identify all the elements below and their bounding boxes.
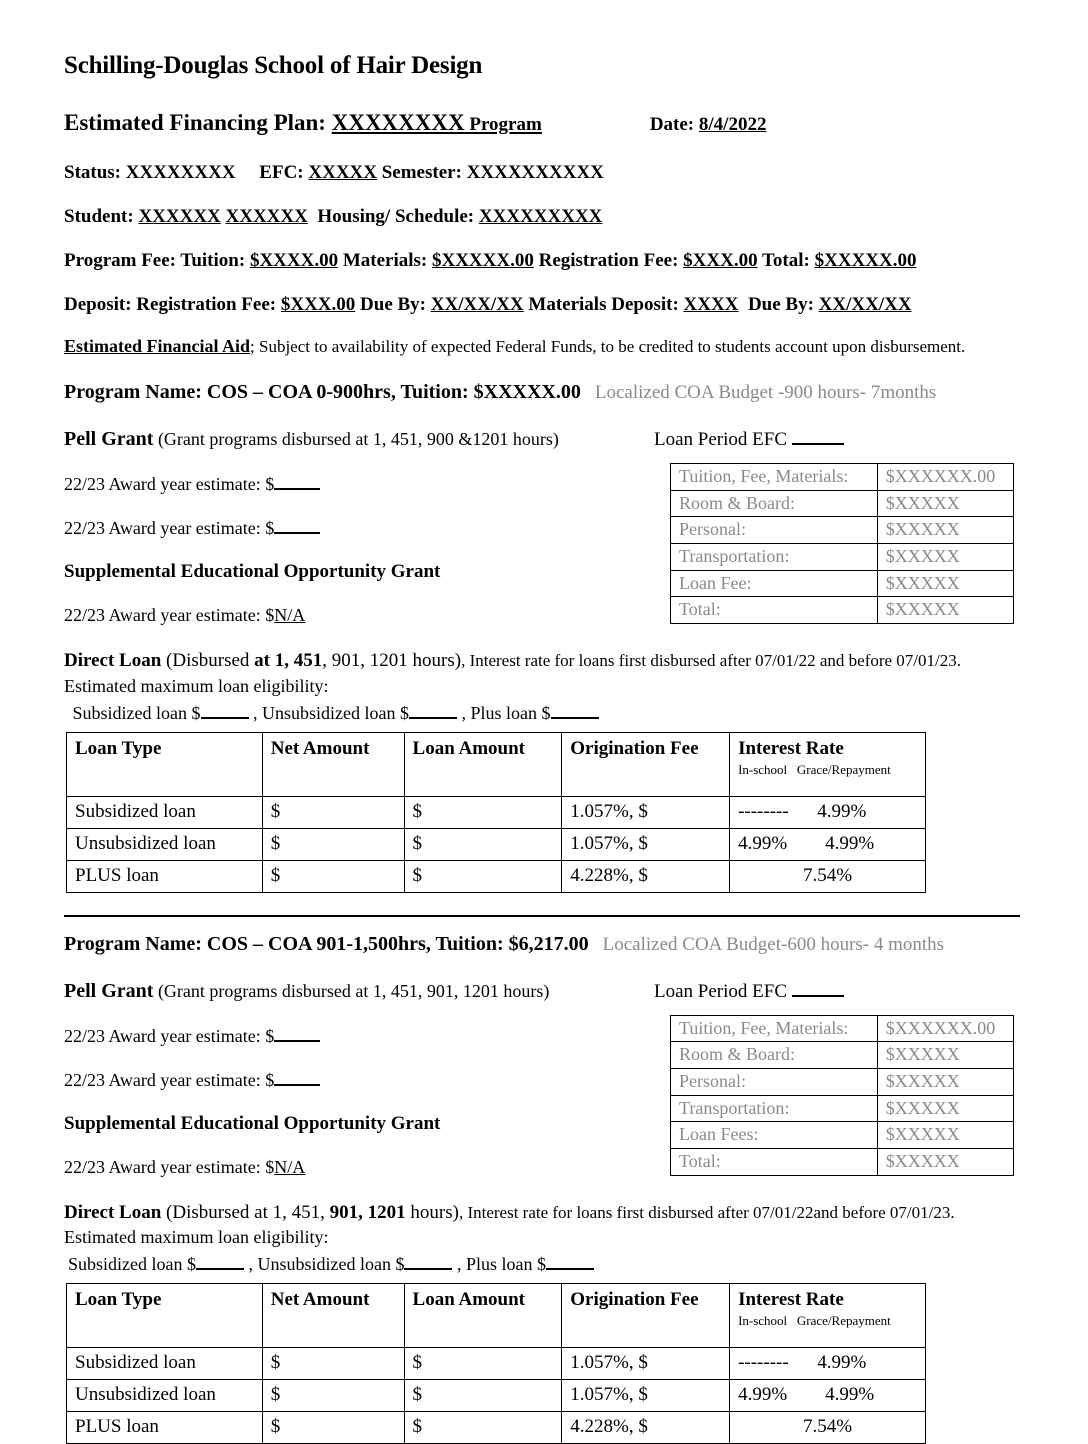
- program-header-2: [64, 933, 1024, 956]
- housing-value: XXXXXXXXX: [478, 206, 603, 227]
- interest-rate-cell: [730, 796, 926, 828]
- estimated-aid-note: [64, 336, 1024, 357]
- materials-deposit-label: Materials Deposit:: [528, 294, 684, 315]
- grace-repayment-label: Grace/Repayment: [796, 1313, 891, 1329]
- direct-loan-disbursed-rest-1: , 901, 1201 hours): [322, 650, 462, 671]
- table-row: [671, 544, 1014, 571]
- origination-fee-cell: 1.057%, $: [562, 1380, 730, 1412]
- loan-table-2: [66, 1283, 926, 1444]
- registration-fee-label: Registration Fee:: [538, 250, 684, 271]
- loan-eligibility-label-1: Estimated maximum loan eligibility:: [64, 675, 329, 696]
- seog-award-label-2: 22/23 Award year estimate: $: [64, 1156, 275, 1177]
- materials-due-value: XX/XX/XX: [818, 294, 912, 315]
- grants-and-coa-1: [64, 428, 1024, 626]
- unsubsidized-loan-label-1: , Unsubsidized loan $: [248, 702, 409, 723]
- pell-award-blank-2b[interactable]: [274, 1069, 320, 1086]
- in-school-label: In-school: [738, 761, 788, 777]
- coa-label: Tuition, Fee, Materials:: [671, 1015, 878, 1042]
- coa-label: Room & Board:: [671, 1042, 878, 1069]
- table-row: [671, 570, 1014, 597]
- loan-amount-cell[interactable]: $: [404, 1412, 562, 1444]
- meta-gap: [236, 162, 260, 183]
- loan-period-efc-label-2: Loan Period EFC: [654, 980, 792, 1002]
- coa-column-1: [654, 428, 1014, 624]
- table-row: [67, 828, 926, 860]
- coa-label: Transportation:: [671, 1095, 878, 1122]
- semester-value: XXXXXXXXXX: [466, 162, 604, 183]
- total-value: $XXXXX.00: [814, 250, 917, 271]
- direct-loan-disbursed-bold-1: at 1, 451: [254, 650, 323, 671]
- pell-grant-line-2: [64, 980, 664, 1003]
- loan-type-cell: Subsidized loan: [67, 796, 263, 828]
- coa-value: $XXXXX: [877, 1095, 1013, 1122]
- coa-column-2: [654, 980, 1014, 1176]
- interest-rate-cell: [730, 1348, 926, 1380]
- coa-label: Loan Fee:: [671, 570, 878, 597]
- table-row: [67, 1380, 926, 1412]
- pell-award-blank-2a[interactable]: [274, 1025, 320, 1042]
- total-label: Total:: [762, 250, 815, 271]
- program-section-1: [64, 381, 1024, 917]
- coa-value: $XXXXX: [877, 1042, 1013, 1069]
- pell-award-line-1a: [64, 473, 664, 495]
- net-amount-cell[interactable]: $: [262, 860, 404, 892]
- subheader-gap: [787, 1313, 797, 1328]
- coa-value: $XXXXX: [877, 1149, 1013, 1176]
- rate-gap: [787, 1384, 825, 1405]
- grace-rate: 4.99%: [817, 1352, 867, 1374]
- student-label: Student:: [64, 206, 139, 227]
- date-label: Date:: [649, 114, 699, 135]
- in-school-rate: --------: [738, 1352, 789, 1374]
- coa-label: Room & Board:: [671, 490, 878, 517]
- loan-period-efc-blank-1[interactable]: [792, 428, 844, 445]
- coa-value: $XXXXX: [877, 597, 1013, 624]
- pell-award-label-2b: 22/23 Award year estimate: $: [64, 1069, 275, 1090]
- registration-fee-value: $XXX.00: [683, 250, 758, 271]
- grace-rate: 4.99%: [825, 1384, 875, 1406]
- loan-period-efc-label-1: Loan Period EFC: [654, 429, 792, 450]
- rate-gap: [789, 801, 818, 822]
- program-name-2: Program Name: COS – COA 901-1,500hrs, Tuition: $6,217.00: [64, 932, 589, 955]
- plus-loan-label-1: , Plus loan $: [456, 702, 551, 723]
- pell-award-label-1b: 22/23 Award year estimate: $: [64, 518, 275, 538]
- direct-loan-disbursed-bold-2: 901, 1201: [329, 1201, 406, 1223]
- plus-loan-label-2: , Plus loan $: [452, 1254, 546, 1275]
- in-school-label: In-school: [738, 1313, 788, 1329]
- interest-rate-title: Interest Rate: [738, 1289, 844, 1311]
- column-header-loan-amount: Loan Amount: [404, 1284, 562, 1348]
- program-fee-line: [64, 250, 1024, 272]
- interest-rate-subheaders: [738, 1313, 917, 1329]
- column-header-loan-type: Loan Type: [67, 1284, 263, 1348]
- seog-award-value-1: N/A: [274, 605, 306, 625]
- pell-award-blank-1a[interactable]: [274, 473, 320, 490]
- in-school-rate: --------: [738, 800, 789, 822]
- column-header-origination-fee: Origination Fee: [562, 732, 730, 796]
- table-row: [67, 1412, 926, 1444]
- rate-gap: [789, 1352, 818, 1373]
- seog-heading-2: Supplemental Educational Opportunity Grant: [64, 1112, 441, 1134]
- program-section-2: [64, 933, 1024, 1444]
- in-school-rate: 4.99%: [738, 1384, 788, 1406]
- coa-value: $XXXXXX.00: [877, 1015, 1013, 1042]
- coa-label: Total:: [671, 597, 878, 624]
- loan-type-cell: Unsubsidized loan: [67, 828, 263, 860]
- origination-fee-cell: 1.057%, $: [562, 796, 730, 828]
- coa-value: $XXXXX: [877, 517, 1013, 544]
- pell-award-line-1b: [64, 517, 664, 539]
- date-value: 8/4/2022: [698, 114, 767, 135]
- coa-label: Transportation:: [671, 544, 878, 571]
- loan-type-cell: Subsidized loan: [67, 1348, 263, 1380]
- loan-amount-cell[interactable]: $: [404, 1380, 562, 1412]
- interest-rate-title: Interest Rate: [738, 737, 844, 759]
- in-school-rate: 4.99%: [738, 832, 788, 854]
- table-header-row: [67, 732, 926, 796]
- origination-fee-cell: 4.228%, $: [562, 860, 730, 892]
- deposit-registration-value: $XXX.00: [280, 294, 356, 315]
- status-value: XXXXXXXX: [125, 162, 236, 183]
- direct-loan-heading-1: Direct Loan: [64, 650, 162, 671]
- semester-label: Semester:: [381, 162, 467, 183]
- materials-due-label: Due By:: [747, 294, 819, 315]
- loan-period-efc-blank-2[interactable]: [792, 980, 844, 997]
- origination-fee-cell: 4.228%, $: [562, 1412, 730, 1444]
- interest-rate-cell: 7.54%: [730, 1412, 926, 1444]
- column-header-loan-type: Loan Type: [67, 732, 263, 796]
- table-header-row: [67, 1284, 926, 1348]
- pell-grant-detail-1: (Grant programs disbursed at 1, 451, 900 &1201 hours): [153, 429, 559, 449]
- direct-loan-paragraph-2: [64, 1200, 1024, 1226]
- subsidized-loan-blank-1[interactable]: [201, 703, 249, 719]
- coa-budget-note-1: Localized COA Budget -900 hours- 7months: [594, 382, 937, 403]
- pell-grant-line-1: [64, 428, 664, 451]
- table-row: [671, 490, 1014, 517]
- student-first-name: XXXXXX: [138, 206, 221, 227]
- coa-label: Loan Fees:: [671, 1122, 878, 1149]
- subsidized-loan-blank-2[interactable]: [196, 1254, 244, 1270]
- column-header-net-amount: Net Amount: [262, 1284, 404, 1348]
- tuition-value: $XXXX.00: [249, 250, 339, 271]
- coa-value: $XXXXX: [877, 570, 1013, 597]
- column-header-interest-rate: [730, 732, 926, 796]
- deposit-label: Deposit: Registration Fee:: [64, 294, 281, 315]
- loan-table-1: [66, 732, 926, 893]
- status-efc-semester-line: [64, 162, 1024, 184]
- origination-fee-cell: 1.057%, $: [562, 1348, 730, 1380]
- loan-period-efc-1: [654, 428, 1014, 451]
- coa-label: Personal:: [671, 1069, 878, 1096]
- net-amount-cell[interactable]: $: [262, 1412, 404, 1444]
- program-header-1: [64, 381, 1024, 404]
- loan-period-efc-2: [654, 980, 1014, 1003]
- table-row: [67, 860, 926, 892]
- student-housing-line: [64, 206, 1024, 228]
- coa-label: Personal:: [671, 517, 878, 544]
- loan-type-cell: PLUS loan: [67, 1412, 263, 1444]
- grace-rate: 4.99%: [825, 832, 875, 854]
- materials-value: $XXXXX.00: [431, 250, 534, 271]
- deposit-due-label: Due By:: [360, 294, 431, 315]
- coa-budget-table-2: [670, 1015, 1014, 1176]
- unsubsidized-loan-blank-2[interactable]: [404, 1254, 452, 1270]
- student-last-name: XXXXXX: [225, 206, 308, 227]
- direct-loan-disbursed-rest-2: hours): [405, 1201, 459, 1223]
- net-amount-cell[interactable]: $: [262, 1380, 404, 1412]
- program-name-1: Program Name: COS – COA 0-900hrs, Tuition: $XXXXX.00: [64, 381, 581, 403]
- net-amount-cell[interactable]: $: [262, 828, 404, 860]
- date-field: [650, 114, 767, 136]
- seog-heading-1: Supplemental Educational Opportunity Grant: [64, 561, 441, 582]
- interest-rate-subheaders: [738, 762, 917, 778]
- efc-label: EFC:: [259, 162, 309, 183]
- interest-rate-cell: 7.54%: [730, 860, 926, 892]
- seog-award-value-2: N/A: [274, 1156, 306, 1177]
- table-row: [671, 1095, 1014, 1122]
- unsubsidized-loan-blank-1[interactable]: [409, 703, 457, 719]
- table-row: [671, 597, 1014, 624]
- seog-award-label-1: 22/23 Award year estimate: $: [64, 605, 275, 625]
- estimated-aid-text: ; Subject to availability of expected Federal Funds, to be credited to students account upon disbursement.: [250, 337, 966, 356]
- subheader-gap: [787, 762, 797, 777]
- direct-loan-rate-text-2: , Interest rate for loans first disbursed after 07/01/22and before 07/01/23.: [458, 1202, 955, 1222]
- school-title: Schilling-Douglas School of Hair Design: [64, 52, 483, 79]
- direct-loan-paragraph-1: [64, 648, 1024, 674]
- loan-eligibility-label-2: Estimated maximum loan eligibility:: [64, 1227, 329, 1248]
- program-word: Program: [464, 114, 542, 135]
- coa-value: $XXXXX: [877, 544, 1013, 571]
- pell-award-blank-1b[interactable]: [274, 517, 320, 534]
- coa-budget-table-1: [670, 463, 1014, 624]
- pell-grant-detail-2: (Grant programs disbursed at 1, 451, 901, 1201 hours): [153, 980, 550, 1001]
- loan-amount-cell[interactable]: $: [404, 1348, 562, 1380]
- table-row: [671, 1015, 1014, 1042]
- housing-label: Housing/ Schedule:: [317, 206, 479, 227]
- grace-rate: 4.99%: [817, 800, 867, 822]
- loan-eligibility-line-2: [68, 1254, 1024, 1275]
- grants-and-coa-2: [64, 980, 1024, 1178]
- loan-type-cell: Unsubsidized loan: [67, 1380, 263, 1412]
- financing-plan-program: [332, 110, 542, 136]
- table-row: [67, 1348, 926, 1380]
- direct-loan-rate-text-1: , Interest rate for loans first disbursed after 07/01/22 and before 07/01/23.: [461, 651, 962, 670]
- housing-gap: [308, 206, 318, 227]
- coa-budget-note-2: Localized COA Budget-600 hours- 4 months: [602, 933, 945, 955]
- efc-value: XXXXX: [308, 162, 377, 183]
- table-row: [671, 464, 1014, 491]
- program-placeholder: XXXXXXXX: [331, 110, 465, 135]
- table-row: [671, 1149, 1014, 1176]
- financing-plan-label: Estimated Financing Plan:: [64, 110, 332, 135]
- subsidized-loan-label-2: Subsidized loan $: [68, 1254, 196, 1275]
- status-label: Status:: [64, 162, 126, 183]
- table-row: [671, 1122, 1014, 1149]
- origination-fee-cell: 1.057%, $: [562, 828, 730, 860]
- coa-value: $XXXXX: [877, 1122, 1013, 1149]
- table-row: [671, 1069, 1014, 1096]
- loan-type-cell: PLUS loan: [67, 860, 263, 892]
- unsubsidized-loan-label-2: , Unsubsidized loan $: [244, 1254, 405, 1275]
- net-amount-cell[interactable]: $: [262, 1348, 404, 1380]
- column-header-origination-fee: Origination Fee: [562, 1284, 730, 1348]
- program-fee-label: Program Fee: Tuition:: [64, 250, 250, 271]
- pell-award-label-2a: 22/23 Award year estimate: $: [64, 1025, 275, 1046]
- seog-award-line-1: [64, 605, 664, 626]
- plus-loan-blank-1[interactable]: [551, 703, 599, 719]
- section-divider: [64, 915, 1020, 917]
- loan-amount-cell[interactable]: $: [404, 860, 562, 892]
- direct-loan-heading-2: Direct Loan: [64, 1201, 162, 1223]
- document-body: [64, 52, 1024, 1444]
- pell-award-line-2a: [64, 1025, 664, 1047]
- table-row: [67, 796, 926, 828]
- direct-loan-disbursed-2: (Disbursed at 1, 451,: [161, 1201, 330, 1223]
- column-header-loan-amount: Loan Amount: [404, 732, 562, 796]
- coa-value: $XXXXX: [877, 1069, 1013, 1096]
- plus-loan-blank-2[interactable]: [546, 1254, 594, 1270]
- deposit-gap-3: [738, 294, 748, 315]
- loan-eligibility-line-1: [68, 703, 1024, 724]
- interest-rate-cell: [730, 828, 926, 860]
- rate-gap: [787, 833, 825, 854]
- coa-value: $XXXXX: [877, 490, 1013, 517]
- loan-amount-cell[interactable]: $: [404, 828, 562, 860]
- pell-grant-heading-1: Pell Grant: [64, 428, 154, 450]
- deposit-due-value: XX/XX/XX: [430, 294, 524, 315]
- table-row: [671, 1042, 1014, 1069]
- seog-award-line-2: [64, 1157, 664, 1178]
- column-header-interest-rate: [730, 1284, 926, 1348]
- subsidized-loan-label-1: Subsidized loan $: [68, 702, 201, 723]
- pell-award-label-1a: 22/23 Award year estimate: $: [64, 474, 275, 494]
- loan-amount-cell[interactable]: $: [404, 796, 562, 828]
- estimated-aid-heading: Estimated Financial Aid: [64, 336, 251, 356]
- grace-repayment-label: Grace/Repayment: [796, 761, 891, 777]
- coa-label: Total:: [671, 1149, 878, 1176]
- pell-grant-heading-2: Pell Grant: [64, 979, 154, 1002]
- table-row: [671, 517, 1014, 544]
- grants-column-2: [64, 980, 664, 1178]
- materials-label: Materials:: [342, 250, 432, 271]
- pell-award-line-2b: [64, 1069, 664, 1091]
- grants-column-1: [64, 428, 664, 626]
- net-amount-cell[interactable]: $: [262, 796, 404, 828]
- coa-label: Tuition, Fee, Materials:: [671, 464, 878, 491]
- direct-loan-disbursed-1: (Disbursed: [161, 650, 255, 671]
- financing-plan-line: [64, 110, 1024, 136]
- deposit-line: [64, 294, 1024, 316]
- materials-deposit-value: XXXX: [683, 294, 739, 315]
- interest-rate-cell: [730, 1380, 926, 1412]
- coa-value: $XXXXXX.00: [877, 464, 1013, 491]
- column-header-net-amount: Net Amount: [262, 732, 404, 796]
